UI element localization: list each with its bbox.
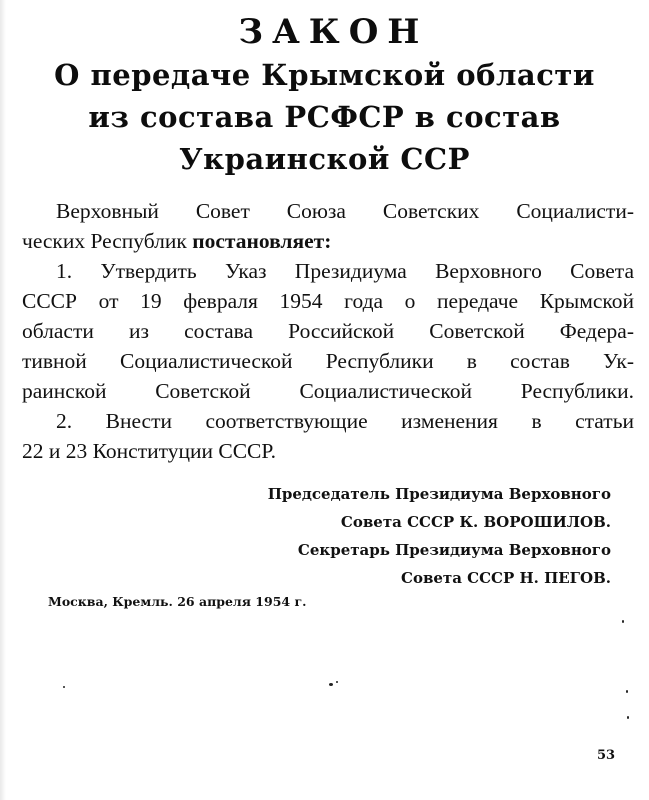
title-line-1: О передаче Крымской области (54, 58, 595, 92)
signature-secretary-title: Секретарь Президиума Верховного (297, 541, 611, 559)
item1-line-1: 1. Утвердить Указ Президиума Верховного Совета (56, 259, 634, 283)
item1-line-2: СССР от 19 февраля 1954 года о передаче Крымской (22, 289, 634, 313)
item1-line-5: раинской Советской Социалистической Республики. (22, 379, 634, 403)
title-line-2: из состава РСФСР в состав (88, 100, 561, 134)
print-speck (627, 716, 629, 719)
signature-chairman-title: Председатель Президиума Верховного (267, 485, 611, 503)
preamble-line-1: Верховный Совет Союза Советских Социалисти- (56, 199, 634, 223)
signature-secretary-name: Совета СССР Н. ПЕГОВ. (401, 569, 611, 587)
print-speck (626, 690, 628, 693)
preamble-text: ческих Республик (22, 229, 193, 253)
item1-line-4: тивной Социалистической Республики в состав Ук- (22, 349, 634, 373)
signature-chairman (268, 480, 611, 536)
item2-line-2: 22 и 23 Конституции СССР. (22, 439, 277, 463)
preamble-line-2 (22, 226, 634, 256)
item2-line-1: 2. Внести соответствующие изменения в статьи (56, 409, 634, 433)
signature-secretary (298, 536, 611, 592)
page-number: 53 (597, 748, 616, 763)
print-speck (329, 683, 333, 686)
item1-line-3: области из состава Российской Советской Федера- (22, 319, 634, 343)
title-line-3: Украинской ССР (179, 142, 470, 176)
print-speck (63, 686, 65, 688)
place-and-date: Москва, Кремль. 26 апреля 1954 г. (48, 594, 307, 609)
preamble-resolves: постановляет: (192, 229, 332, 253)
print-speck (336, 681, 338, 683)
law-heading: ЗАКОН (238, 12, 429, 52)
law-body (22, 196, 634, 466)
print-speck (622, 620, 624, 623)
signature-chairman-name: Совета СССР К. ВОРОШИЛОВ. (340, 513, 611, 531)
